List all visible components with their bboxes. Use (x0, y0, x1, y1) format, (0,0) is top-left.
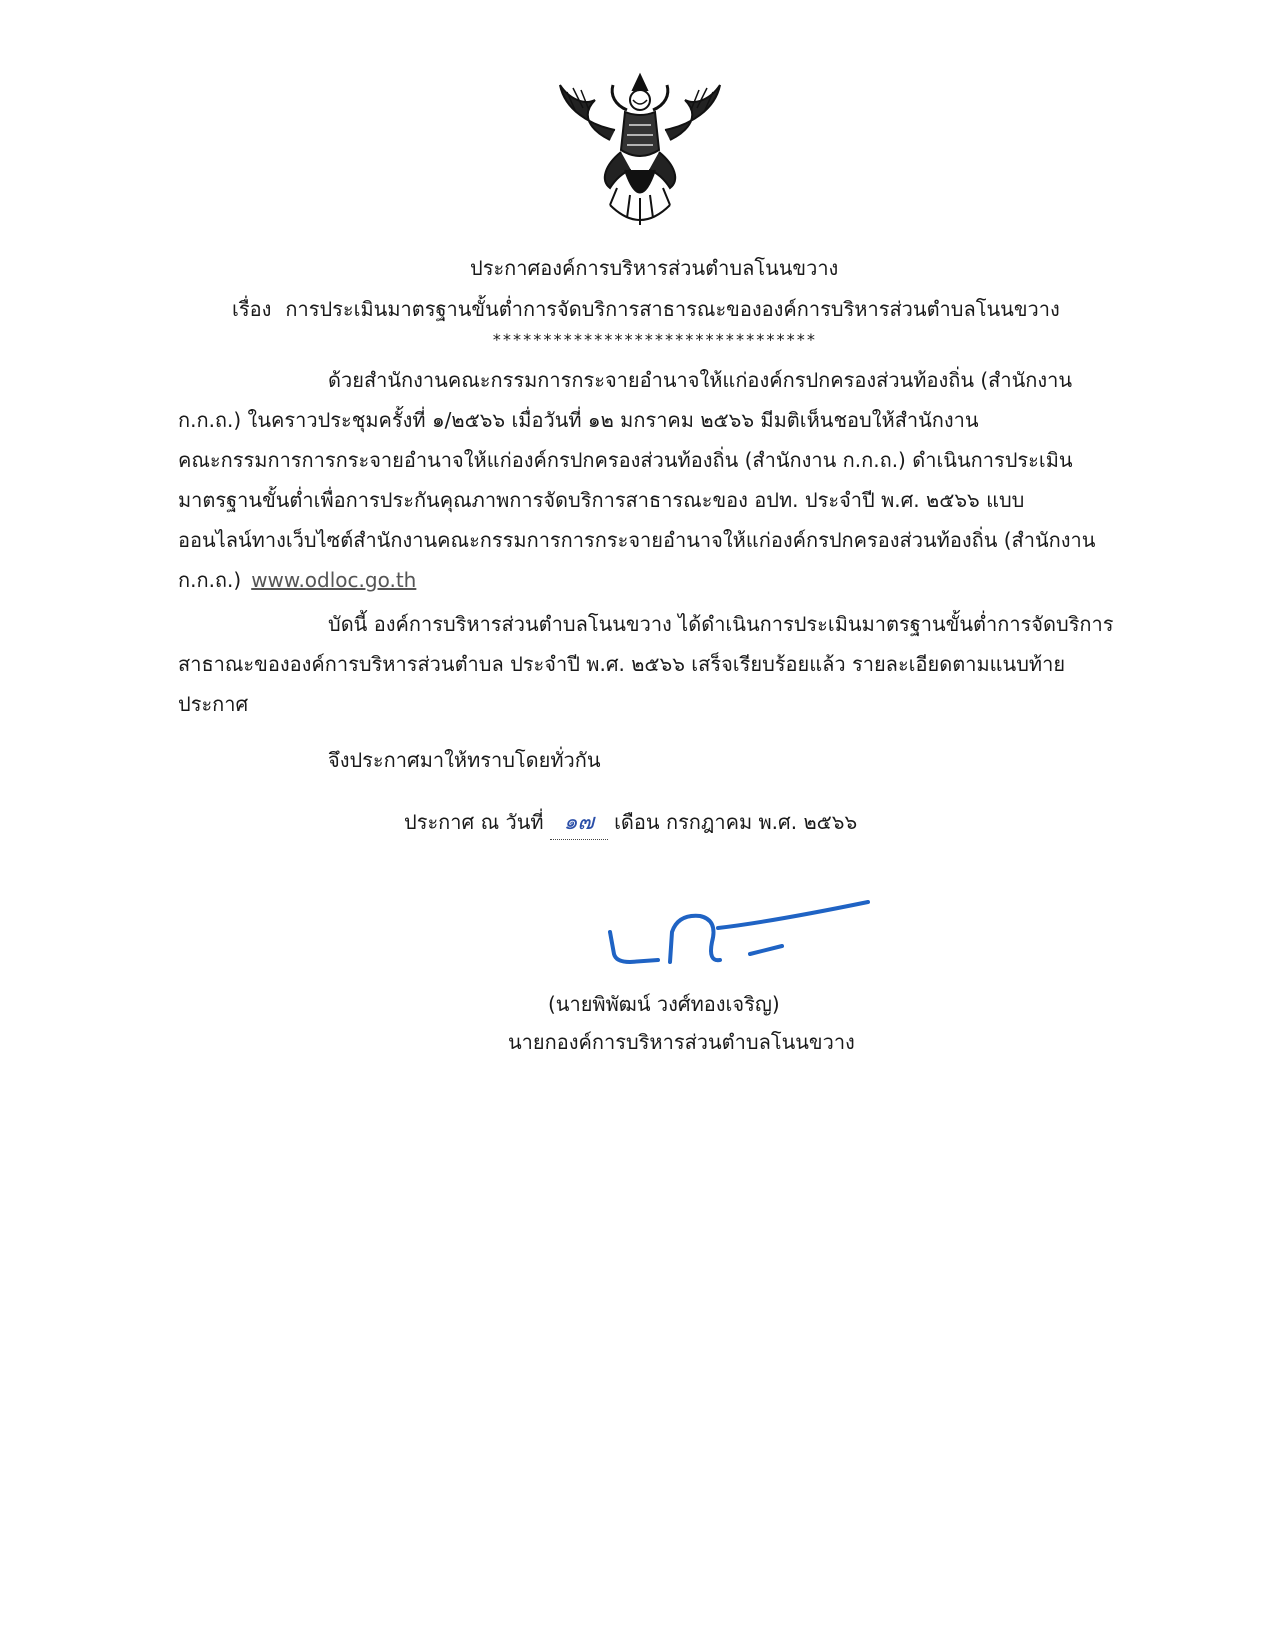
paragraph-1 (178, 360, 1148, 600)
paragraph-line: ก.ก.ถ.) ในคราวประชุมครั้งที่ ๑/๒๕๖๖ เมื่อวันที่ ๑๒ มกราคม ๒๕๖๖ มีมติเห็นชอบให้สำนักงาน (178, 408, 979, 432)
paragraph-line: สาธาณะขององค์การบริหารส่วนตำบล ประจำปี พ.ศ. ๒๕๖๖ เสร็จเรียบร้อยแล้ว รายละเอียดตามแนบท้าย (178, 652, 1066, 676)
paragraph-line-prefix: ก.ก.ถ.) (178, 568, 242, 592)
paragraph-line-last (178, 560, 1148, 600)
paragraph-line: คณะกรรมการการกระจายอำนาจให้แก่องค์กรปกครองส่วนท้องถิ่น (สำนักงาน ก.ก.ถ.) ดำเนินการประเมิน (178, 448, 1073, 472)
dateline-prefix: ประกาศ ณ วันที่ (404, 810, 544, 834)
signer-name: (นายพิพัฒน์ วงศ์ทองเจริญ) (548, 992, 780, 1016)
paragraph-line: ด้วยสำนักงานคณะกรรมการกระจายอำนาจให้แก่องค์กรปกครองส่วนท้องถิ่น (สำนักงาน (328, 368, 1073, 392)
handwritten-day: ๑๗ (550, 804, 609, 840)
paragraph-line: มาตรฐานขั้นต่ำเพื่อการประกันคุณภาพการจัดบริการสาธารณะของ อปท. ประจำปี พ.ศ. ๒๕๖๖ แบบ (178, 488, 1025, 512)
paragraph-2 (178, 604, 1148, 724)
subject-text: การประเมินมาตรฐานขั้นต่ำการจัดบริการสาธารณะขององค์การบริหารส่วนตำบลโนนขวาง (285, 297, 1060, 321)
signer-position: นายกองค์การบริหารส่วนตำบลโนนขวาง (508, 1030, 855, 1054)
paragraph-line: ออนไลน์ทางเว็บไซต์สำนักงานคณะกรรมการการกระจายอำนาจให้แก่องค์กรปกครองส่วนท้องถิ่น (สำนักงาน (178, 528, 1096, 552)
subject-label: เรื่อง (232, 297, 272, 321)
closing-statement: จึงประกาศมาให้ทราบโดยทั่วกัน (328, 748, 601, 772)
dateline-month-year: เดือน กรกฎาคม พ.ศ. ๒๕๖๖ (614, 810, 858, 834)
announcement-dateline (404, 804, 857, 840)
garuda-emblem (555, 70, 725, 240)
announcement-title: ประกาศองค์การบริหารส่วนตำบลโนนขวาง (470, 256, 839, 280)
website-link[interactable]: www.odloc.go.th (251, 568, 417, 592)
paragraph-line: บัดนี้ องค์การบริหารส่วนตำบลโนนขวาง ได้ดำเนินการประเมินมาตรฐานขั้นต่ำการจัดบริการ (328, 612, 1114, 636)
paragraph-line: ประกาศ (178, 692, 249, 716)
separator-stars: ******************************** (492, 330, 817, 349)
announcement-subject-line (232, 295, 1060, 323)
handwritten-signature (600, 892, 880, 982)
